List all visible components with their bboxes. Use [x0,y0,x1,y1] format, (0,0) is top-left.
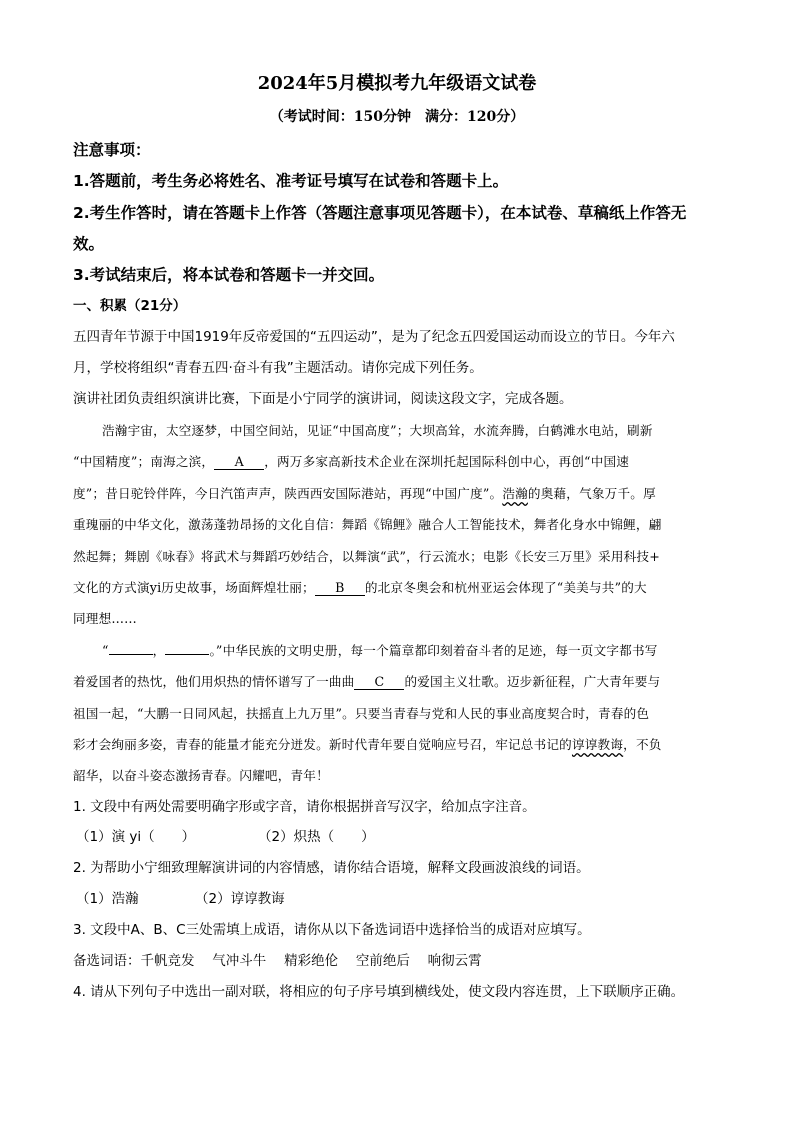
speech-text: 的爱国主义壮歌。迈步新征程，广大青年要与 [404,674,661,689]
notice-item-2: 2.考生作答时，请在答题卡上作答（答题注意事项见答题卡），在本试卷、草稿纸上作答无 [73,204,687,222]
question-3: 3. 文段中A、B、C三处需填上成语，请你从以下备选词语中选择恰当的成语对应填写。 [73,922,591,938]
speech-text: ，不负 [623,737,662,752]
speech-text: 彩才会绚丽多姿，青春的能量才能充分迸发。新时代青年要自觉响应号召，牢记总书记的 [73,737,572,752]
speech-text: ， [152,643,166,658]
speech-text: ，两万多家高新技术企业在深圳托起国际科创中心，再创“中国速 [264,454,630,469]
speech-text: 文化的方式演yi历史故事，场面辉煌壮丽； [73,580,315,595]
question-2-part-1: （1）浩瀚 [76,891,139,907]
notice-item-2-cont: 效。 [73,235,105,253]
notice-item-3: 3.考试结束后，将本试卷和答题卡一并交回。 [73,266,385,284]
speech-text: 的北京冬奥会和杭州亚运会体现了“美美与共”的大 [364,580,647,595]
speech-text: 度”；昔日驼铃伴阵，今日汽笛声声，陕西西安国际港站，再现“中国广度”。 [73,486,503,501]
page-title: 2024年5月模拟考九年级语文试卷 [257,73,537,94]
notice-item-1: 1.答题前，考生务必将姓名、准考证号填写在试卷和答题卡上。 [73,172,509,190]
wavy-word-haohan: 浩瀚 [502,486,528,501]
speech-line-10: 祖国一起，“大鹏一日同风起，扶摇直上九万里”。只要当青春与党和人民的事业高度契合时，青春的色 [73,706,650,721]
speech-line-11 [73,735,662,755]
question-2-part-2: （2）谆谆教诲 [195,891,285,907]
couplet-blank-2 [165,654,209,655]
blank-b: B [315,580,365,596]
speech-line-4: 重瑰丽的中华文化，激荡蓬勃昂扬的文化自信：舞蹈《锦鲤》融合人工智能技术，舞者化身水中锦鲤，翩 [73,517,662,532]
speech-line-8 [102,641,658,661]
speech-line-12: 韶华，以奋斗姿态激扬青春。闪耀吧，青年！ [73,768,329,783]
intro-line-3: 演讲社团负责组织演讲比赛，下面是小宁同学的演讲词，阅读这段文字，完成各题。 [73,391,573,407]
speech-text: 的奥藉，气象万千。厚 [527,486,656,501]
section-heading: 一、积累（21分） [73,298,187,314]
speech-text: 。”中华民族的文明史册，每一个篇章都印刻着奋斗者的足迹，每一页文字都书写 [209,643,658,658]
intro-line-2: 月，学校将组织“青春五四·奋斗有我”主题活动。请你完成下列任务。 [73,360,483,376]
exam-subtitle: （考试时间：150分钟 满分：120分） [269,109,525,125]
question-3-word-options: 备选词语：千帆竞发 气冲斗牛 精彩绝伦 空前绝后 响彻云霄 [73,953,482,969]
speech-text: “中国精度”；南海之滨， [73,454,215,469]
notice-heading: 注意事项： [73,141,151,159]
speech-line-9 [73,672,660,692]
speech-line-2 [73,452,629,472]
speech-line-7: 同理想…… [73,611,137,626]
speech-text: “ [102,643,109,658]
question-1-part-1: （1）演 yi（ ） [76,829,196,845]
blank-c: C [354,674,404,690]
question-2: 2. 为帮助小宁细致理解演讲词的内容情感，请你结合语境，解释文段画波浪线的词语。 [73,860,590,876]
question-1: 1. 文段中有两处需要明确字形或字音，请你根据拼音写汉字，给加点字注音。 [73,799,536,815]
blank-a: A [214,454,264,470]
question-4: 4. 请从下列句子中选出一副对联，将相应的句子序号填到横线处，使文段内容连贯，上下联顺序正确。 [73,984,685,1000]
wavy-word-zhunzhun: 谆谆教诲 [571,737,624,752]
speech-line-3 [73,484,656,504]
speech-line-5: 然起舞；舞剧《咏春》将武术与舞蹈巧妙结合，以舞演“武”，行云流水；电影《长安三万里》采用科技+ [73,549,660,564]
speech-line-1: 浩瀚宇宙，太空逐梦，中国空间站，见证“中国高度”；大坝高耸，水流奔腾，白鹤滩水电站，刷新 [102,423,653,438]
speech-text: 着爱国者的热忱，他们用炽热的情怀谱写了一曲曲 [73,674,355,689]
couplet-blank-1 [109,654,153,655]
speech-line-6 [73,578,647,598]
intro-line-1: 五四青年节源于中国1919年反帝爱国的“五四运动”，是为了纪念五四爱国运动而设立的节日。今年六 [73,329,675,345]
question-1-part-2: （2）炽热（ ） [258,829,375,845]
